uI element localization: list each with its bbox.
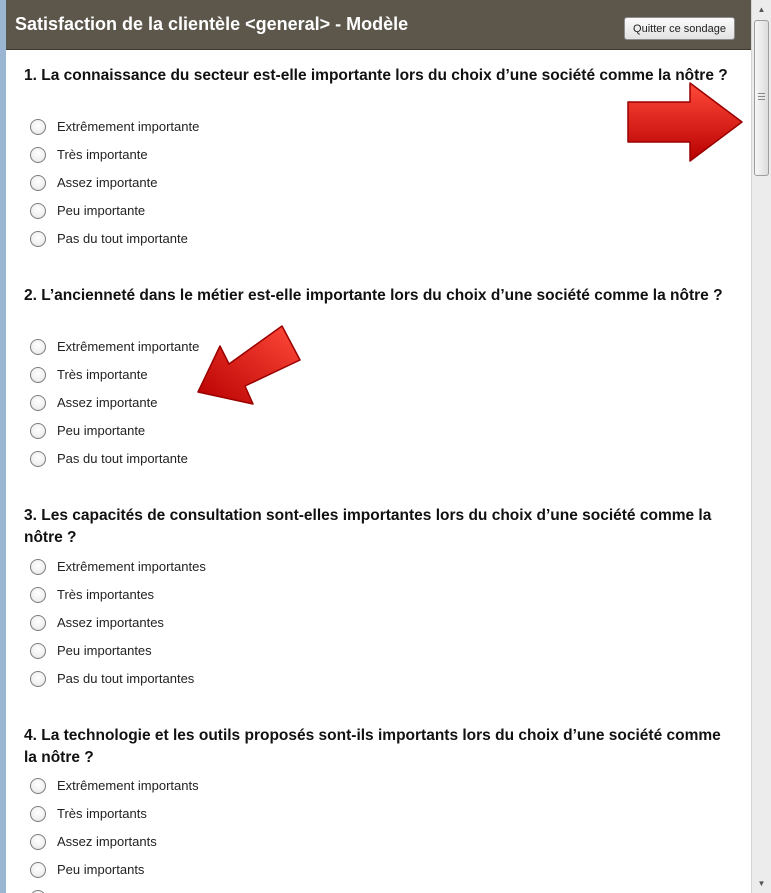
option-radio[interactable] xyxy=(30,860,330,882)
vertical-scrollbar[interactable] xyxy=(751,0,771,893)
radio-button[interactable] xyxy=(30,367,46,383)
option-label: Extrêmement importante xyxy=(57,119,200,134)
radio-button[interactable] xyxy=(30,834,46,850)
radio-button[interactable] xyxy=(30,671,46,687)
question-text: 4. La technologie et les outils proposés sont-ils importants lors du choix d’une société comme la nôtre ? xyxy=(24,727,721,766)
radio-button[interactable] xyxy=(30,423,46,439)
scroll-up-arrow-icon[interactable]: ▲ xyxy=(757,5,766,14)
option-radio[interactable] xyxy=(30,117,330,139)
question-text: 1. La connaissance du secteur est-elle importante lors du choix d’une société comme la nôtre ? xyxy=(24,67,728,84)
radio-button[interactable] xyxy=(30,451,46,467)
radio-button[interactable] xyxy=(30,203,46,219)
option-label: Assez importante xyxy=(57,175,158,190)
option-radio[interactable] xyxy=(30,585,330,607)
option-label: Peu importantes xyxy=(57,643,152,658)
radio-button[interactable] xyxy=(30,231,46,247)
option-radio[interactable] xyxy=(30,832,330,854)
radio-button[interactable] xyxy=(30,806,46,822)
radio-button[interactable] xyxy=(30,862,46,878)
option-label: Extrêmement importantes xyxy=(57,559,206,574)
option-radio[interactable] xyxy=(30,888,330,893)
quit-survey-button[interactable]: Quitter ce sondage xyxy=(624,17,735,40)
radio-button[interactable] xyxy=(30,778,46,794)
option-label: Assez importantes xyxy=(57,615,164,630)
survey-title: Satisfaction de la clientèle <general> - Modèle xyxy=(15,14,409,34)
option-label: Pas du tout importante xyxy=(57,451,188,466)
radio-button[interactable] xyxy=(30,395,46,411)
radio-button[interactable] xyxy=(30,119,46,135)
radio-button[interactable] xyxy=(30,559,46,575)
option-label: Peu importante xyxy=(57,423,146,438)
option-label: Assez importants xyxy=(57,834,157,849)
radio-button[interactable] xyxy=(30,147,46,163)
option-label: Très importante xyxy=(57,367,148,382)
option-label: Extrêmement importante xyxy=(57,339,200,354)
option-radio[interactable] xyxy=(30,173,330,195)
survey-content xyxy=(6,50,751,893)
option-radio[interactable] xyxy=(30,613,330,635)
survey-header xyxy=(6,0,751,50)
option-radio[interactable] xyxy=(30,229,330,251)
option-radio[interactable] xyxy=(30,201,330,223)
option-radio[interactable] xyxy=(30,776,330,798)
option-radio[interactable] xyxy=(30,804,330,826)
radio-button[interactable] xyxy=(30,339,46,355)
option-label: Peu importants xyxy=(57,862,145,877)
radio-button[interactable] xyxy=(30,587,46,603)
option-label: Assez importante xyxy=(57,395,158,410)
scroll-down-arrow-icon[interactable]: ▼ xyxy=(757,879,766,888)
option-label: Très importants xyxy=(57,806,147,821)
question-text: 2. L’ancienneté dans le métier est-elle importante lors du choix d’une société comme la nôtre ? xyxy=(24,287,723,304)
option-label: Extrêmement importants xyxy=(57,778,199,793)
red-arrow-down-left-icon xyxy=(190,322,306,416)
radio-button[interactable] xyxy=(30,175,46,191)
grip-icon xyxy=(758,93,765,100)
option-label: Peu importante xyxy=(57,203,146,218)
option-radio[interactable] xyxy=(30,641,330,663)
option-radio[interactable] xyxy=(30,669,330,691)
red-arrow-right-icon xyxy=(624,80,748,164)
option-radio[interactable] xyxy=(30,449,330,471)
scroll-thumb[interactable] xyxy=(754,20,769,176)
option-label: Très importantes xyxy=(57,587,155,602)
question-text: 3. Les capacités de consultation sont-elles importantes lors du choix d’une société comme la nôtre ? xyxy=(24,507,712,546)
option-radio[interactable] xyxy=(30,421,330,443)
option-label: Pas du tout importante xyxy=(57,231,188,246)
option-label: Pas du tout importantes xyxy=(57,671,195,686)
option-radio[interactable] xyxy=(30,145,330,167)
radio-button[interactable] xyxy=(30,615,46,631)
option-radio[interactable] xyxy=(30,557,330,579)
radio-button[interactable] xyxy=(30,643,46,659)
option-label: Très importante xyxy=(57,147,148,162)
